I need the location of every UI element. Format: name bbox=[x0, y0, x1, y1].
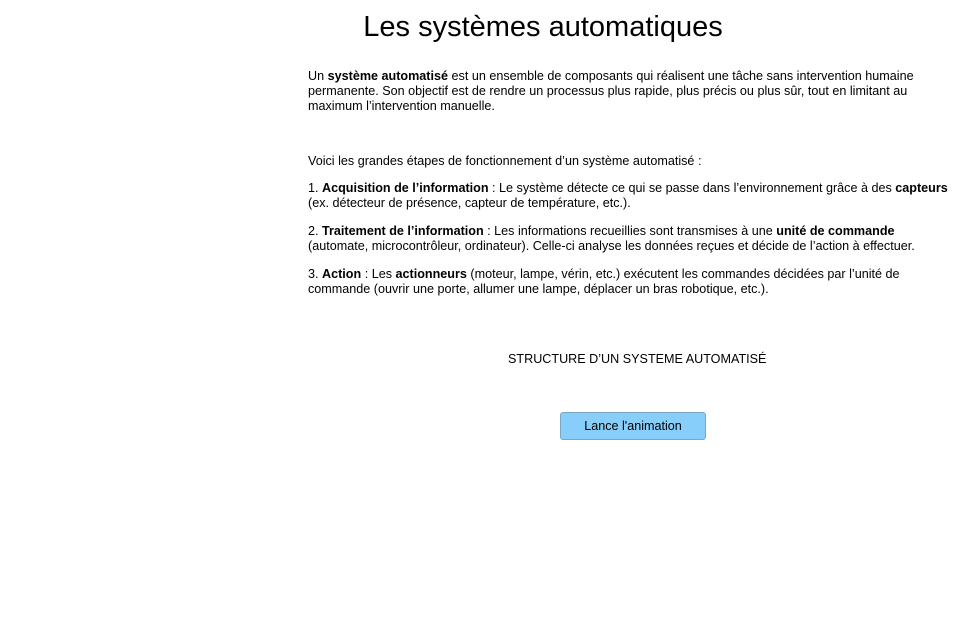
intro-prefix: Un bbox=[308, 69, 328, 83]
step-text: (moteur, lampe, vérin, etc.) exécutent les commandes décidées par l’unité de commande (ouvrir une porte, allumer une lampe, déplacer un bras robotique, etc.). bbox=[308, 267, 900, 296]
launch-animation-button[interactable]: Lance l'animation bbox=[560, 412, 706, 440]
step-bold-term: actionneurs bbox=[395, 267, 467, 281]
step-text: : Les bbox=[361, 267, 396, 281]
step-traitement bbox=[308, 224, 948, 254]
step-acquisition bbox=[308, 181, 948, 211]
step-title: Action bbox=[322, 267, 362, 281]
intro-bold-term: système automatisé bbox=[327, 69, 449, 83]
intro-text: est un ensemble de composants qui réalisent une tâche sans intervention humaine permanente. Son objectif est de rendre un processus plus rapide, plus précis ou plus sûr, tout en limitant au maximum l’intervention manuelle. bbox=[308, 69, 914, 113]
step-bold-term: unité de commande bbox=[776, 224, 895, 238]
step-number: 1. bbox=[308, 181, 323, 195]
step-bold-term: capteurs bbox=[895, 181, 948, 195]
step-title: Acquisition de l’information bbox=[322, 181, 489, 195]
step-text: : Le système détecte ce qui se passe dans l’environnement grâce à des bbox=[488, 181, 896, 195]
step-number: 3. bbox=[308, 267, 323, 281]
content-body bbox=[308, 69, 948, 310]
step-text: (ex. détecteur de présence, capteur de température, etc.). bbox=[308, 196, 631, 210]
intro-paragraph bbox=[308, 69, 948, 114]
step-title: Traitement de l’information bbox=[322, 224, 484, 238]
step-text: (automate, microcontrôleur, ordinateur). Celle-ci analyse les données reçues et décide de l’action à effectuer. bbox=[308, 239, 915, 253]
step-number: 2. bbox=[308, 224, 323, 238]
step-action bbox=[308, 267, 948, 297]
structure-title: STRUCTURE D’UN SYSTEME AUTOMATISÉ bbox=[508, 352, 767, 366]
steps-intro: Voici les grandes étapes de fonctionnement d’un système automatisé : bbox=[308, 154, 702, 168]
step-text: : Les informations recueillies sont transmises à une bbox=[483, 224, 777, 238]
page-title: Les systèmes automatiques bbox=[363, 11, 723, 43]
